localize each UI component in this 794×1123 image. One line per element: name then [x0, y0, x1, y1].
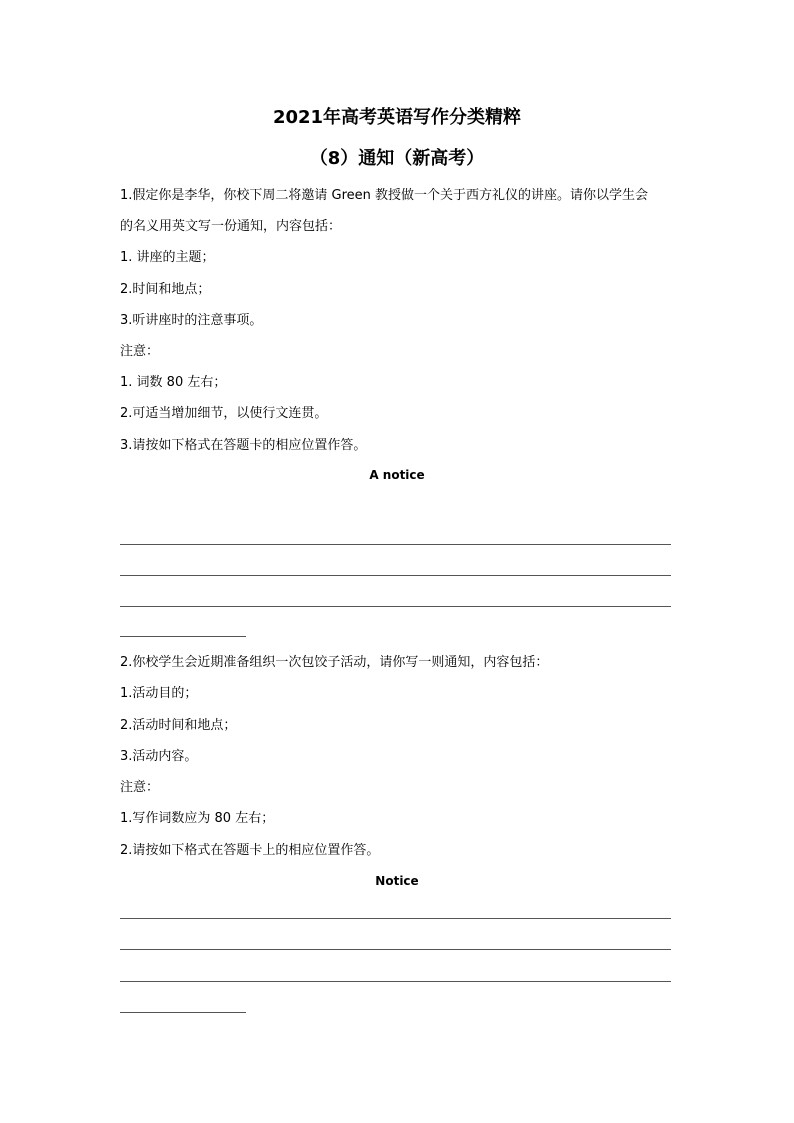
q1-heading: A notice — [369, 468, 425, 482]
q1-answer-line — [120, 606, 671, 607]
q2-note1: 1.写作词数应为 80 左右； — [120, 811, 275, 826]
q1-note1: 1. 词数 80 左右； — [120, 375, 227, 390]
q2-answer-line-short — [120, 1012, 246, 1013]
q2-item1: 1.活动目的； — [120, 686, 198, 701]
q1-item3: 3.听讲座时的注意事项。 — [120, 313, 263, 328]
document-title: 2021年高考英语写作分类精粹 — [272, 107, 522, 128]
q1-answer-line — [120, 544, 671, 545]
q1-answer-line — [120, 575, 671, 576]
q1-item1: 1. 讲座的主题； — [120, 250, 215, 265]
q1-note2: 2.可适当增加细节，以使行文连贯。 — [120, 406, 328, 421]
q2-heading: Notice — [375, 874, 419, 888]
q1-answer-line-short — [120, 636, 246, 637]
document-subtitle: （8）通知（新高考） — [309, 148, 485, 169]
q1-prompt-line1: 1.假定你是李华，你校下周二将邀请 Green 教授做一个关于西方礼仪的讲座。请你以学生会 — [120, 188, 649, 203]
q2-answer-line — [120, 918, 671, 919]
q2-answer-line — [120, 981, 671, 982]
q2-item2: 2.活动时间和地点； — [120, 718, 237, 733]
q1-note3: 3.请按如下格式在答题卡的相应位置作答。 — [120, 438, 367, 453]
q1-prompt-line2: 的名义用英文写一份通知，内容包括： — [120, 219, 342, 234]
q2-prompt-line1: 2.你校学生会近期准备组织一次包饺子活动，请你写一则通知，内容包括： — [120, 655, 549, 670]
q2-note-label: 注意： — [120, 780, 160, 795]
q2-note2: 2.请按如下格式在答题卡上的相应位置作答。 — [120, 843, 380, 858]
q1-note-label: 注意： — [120, 344, 160, 359]
q2-item3: 3.活动内容。 — [120, 749, 198, 764]
q2-answer-line — [120, 949, 671, 950]
q1-item2: 2.时间和地点； — [120, 282, 211, 297]
